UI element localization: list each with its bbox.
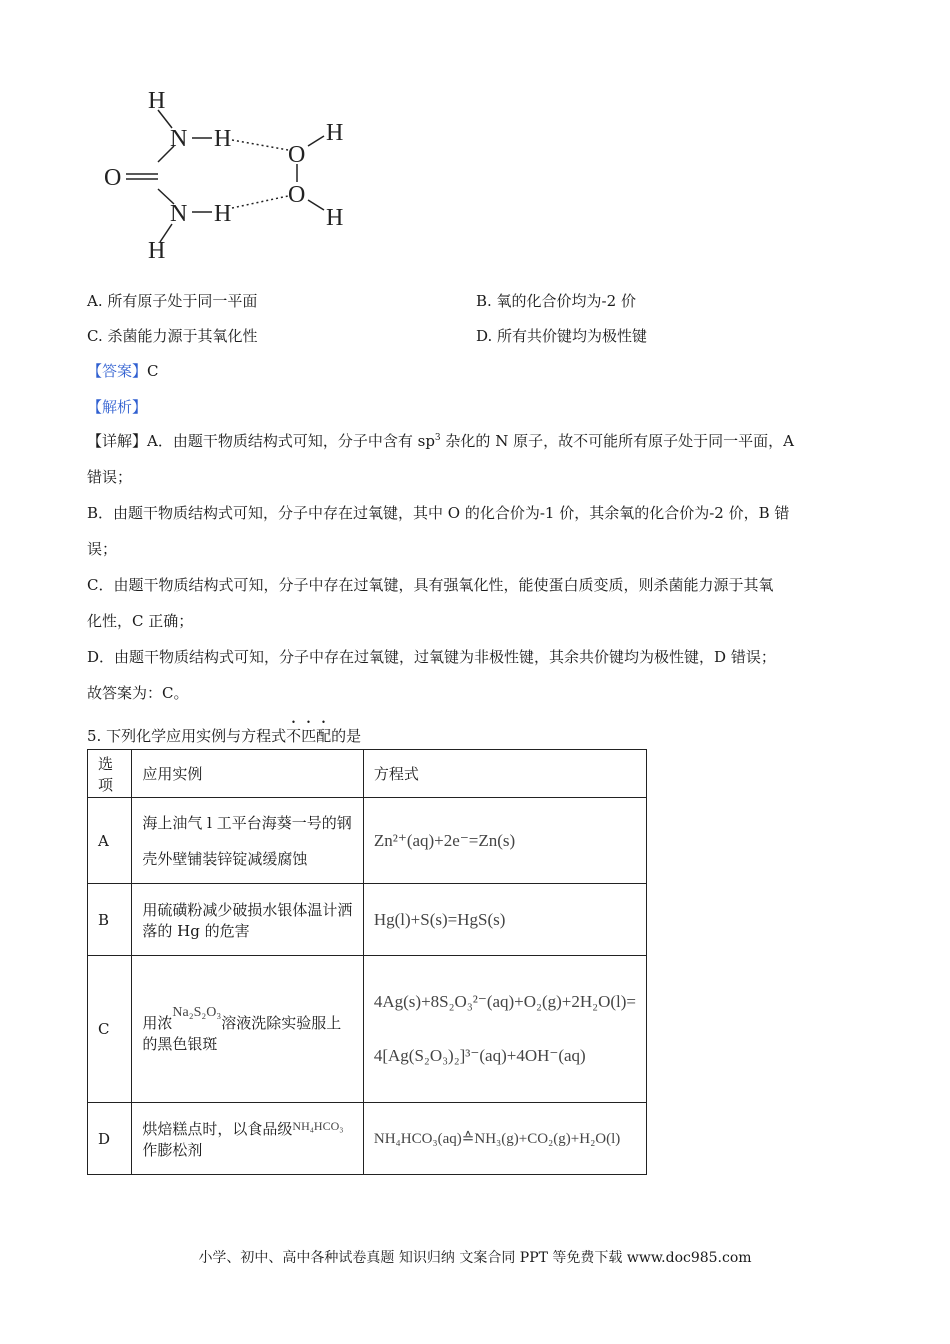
detail-a-sup: 3 [434, 433, 441, 443]
atom-n-top: N [170, 126, 188, 152]
row-d-formula: NH₄HCO₃ [292, 1118, 344, 1133]
answer-line [87, 360, 159, 381]
detail-d-line1: D．由题干物质结构式可知，分子中存在过氧键，过氧键为非极性键，其余共价键均为极性键，D 错误； [87, 648, 776, 666]
row-d-example-suffix: 作膨松剂 [142, 1140, 203, 1159]
table-header-row [88, 750, 647, 798]
detail-a-cont: 错误； [87, 468, 133, 486]
detail-conclusion: 故答案为：C。 [87, 684, 189, 702]
question-5-suffix: 的是 [331, 727, 362, 745]
row-d-equation: NH₄HCO₃(aq)≙NH₃(g)+CO₂(g)+H₂O(l) [363, 1103, 646, 1175]
detail-a-part2: 杂化的 N 原子，故不可能所有原子处于同一平面，A [440, 432, 794, 450]
option-b: B. 氧的化合价均为-2 价 [476, 292, 636, 310]
header-equation: 方程式 [363, 750, 646, 798]
bond-o-h-bottom [308, 200, 324, 210]
atom-h-top: H [148, 88, 166, 114]
atom-h-o-bottom: H [326, 205, 344, 231]
row-d-example [132, 1103, 363, 1175]
atom-h-bottom: H [148, 238, 166, 264]
atom-n-bottom: N [170, 201, 188, 227]
table-row [88, 798, 647, 884]
question-5 [87, 718, 361, 746]
atom-o-peroxide-bottom: O [288, 182, 306, 208]
hbond-top [232, 140, 288, 150]
options-table [87, 749, 647, 1175]
row-c-formula: Na₂S₂O₃ [172, 1004, 222, 1020]
page-footer: 小学、初中、高中各种试卷真题 知识归纳 文案合同 PPT 等免费下载 www.doc985.com [198, 1250, 752, 1266]
detail-label: 【详解】 [87, 432, 148, 450]
row-a-option: A [88, 798, 132, 884]
atom-h-o-top: H [326, 120, 344, 146]
row-c-example-prefix: 用浓 [142, 1013, 173, 1032]
atom-h-n-top: H [214, 126, 232, 152]
option-a: A. 所有原子处于同一平面 [87, 292, 258, 310]
atom-o-carbonyl: O [104, 165, 122, 191]
bond-o-h-top [308, 136, 324, 146]
row-c-option: C [88, 956, 132, 1103]
detail-c-line1: C．由题干物质结构式可知，分子中存在过氧键，具有强氧化性，能使蛋白质变质，则杀菌能力源于其氧 [87, 576, 774, 594]
table-row [88, 884, 647, 956]
option-c: C. 杀菌能力源于其氧化性 [87, 327, 258, 345]
row-d-option: D [88, 1103, 132, 1175]
detail-a-line [87, 430, 794, 451]
table-row [88, 956, 647, 1103]
row-b-example: 用硫磺粉减少破损水银体温计洒落的 Hg 的危害 [132, 884, 363, 956]
detail-c-line2: 化性，C 正确； [87, 612, 194, 630]
atom-o-peroxide-top: O [288, 142, 306, 168]
hbond-bottom [232, 196, 288, 208]
detail-b-line1: B．由题干物质结构式可知，分子中存在过氧键，其中 O 的化合价为-1 价，其余氧的化合价为-2 价，B 错 [87, 504, 790, 522]
question-5-emphasis: 不匹配 [286, 727, 332, 745]
row-a-example: 海上油气 l 工平台海葵一号的钢壳外壁铺装锌锭减缓腐蚀 [132, 798, 363, 884]
structure-diagram [100, 84, 380, 264]
row-a-equation: Zn²⁺(aq)+2e⁻=Zn(s) [363, 798, 646, 884]
option-d: D. 所有共价键均为极性键 [476, 327, 648, 345]
row-c-equation-line1: 4Ag(s)+8S₂O₃²⁻(aq)+O₂(g)+2H₂O(l)= [373, 992, 636, 1011]
row-b-option: B [88, 884, 132, 956]
row-c-example-suffix: 溶液洗除实验服上的黑色银斑 [142, 1013, 342, 1053]
row-c-equation-line2: 4[Ag(S₂O₃)₂]³⁻(aq)+4OH⁻(aq) [373, 1046, 586, 1065]
header-option: 选项 [88, 750, 132, 798]
row-b-equation: Hg(l)+S(s)=HgS(s) [363, 884, 646, 956]
row-c-example [132, 956, 363, 1103]
answer-value: C [147, 362, 159, 380]
detail-a-part1: A．由题干物质结构式可知，分子中含有 sp [147, 432, 435, 450]
atom-h-n-bottom: H [214, 201, 232, 227]
row-d-example-prefix: 烘焙糕点时，以食品级 [142, 1119, 293, 1138]
question-5-prefix: 5. 下列化学应用实例与方程式 [87, 727, 287, 745]
detail-b-line2: 误； [87, 540, 118, 558]
analysis-label: 【解析】 [87, 398, 148, 416]
answer-label: 【答案】 [87, 362, 148, 380]
table-row [88, 1103, 647, 1175]
row-c-equation [363, 956, 646, 1103]
header-example: 应用实例 [132, 750, 363, 798]
